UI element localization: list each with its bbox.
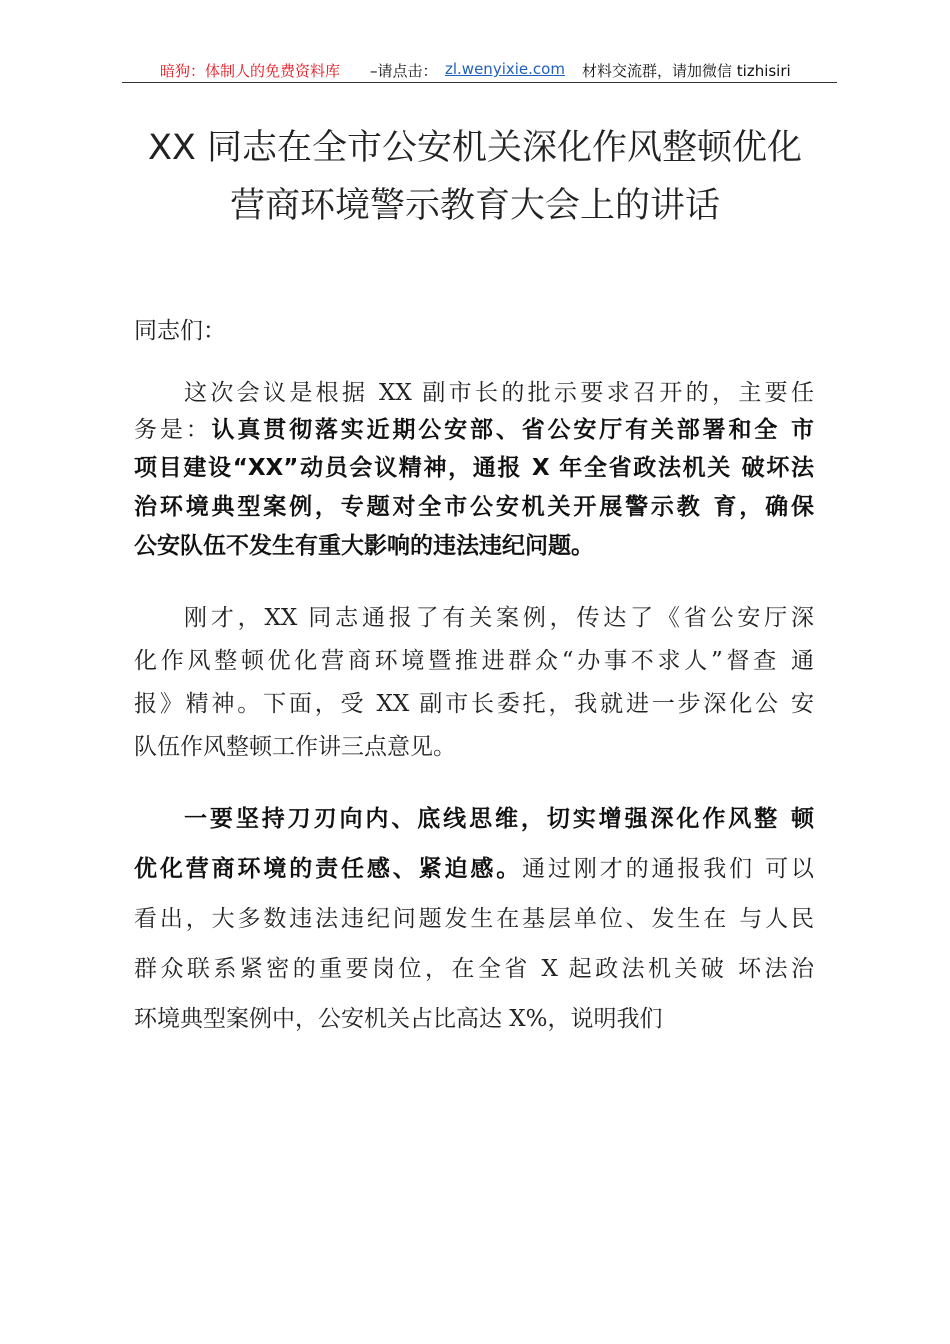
page-header	[122, 58, 837, 83]
paragraph-line	[134, 374, 814, 407]
paragraph-line	[134, 449, 814, 482]
paragraph-line	[134, 488, 814, 521]
salutation: 同志们：	[134, 318, 226, 344]
paragraph-line	[134, 800, 814, 833]
header-promo: 暗狗：体制人的免费资料库	[160, 62, 341, 80]
header-click-label: –请点击：	[370, 62, 438, 80]
paragraph-line	[134, 599, 814, 632]
paragraph-line	[134, 850, 814, 883]
paragraph-line	[134, 642, 814, 675]
bold-text: 认真贯彻落实近期公安部、省公安厅有关部署和全 市	[211, 417, 815, 443]
bold-text: 项目建设“XX”动员会议精神，通报 X 年全省政法机关 破坏法	[134, 455, 814, 481]
paragraph-line	[134, 411, 814, 444]
paragraph-line	[134, 685, 814, 718]
line-text: 这次会议是根据 XX 副市长的批示要求召开的，主要任	[184, 380, 814, 406]
line-text: 务是：	[134, 417, 212, 443]
line-text: 刚才，XX 同志通报了有关案例，传达了《省公安厅深	[184, 605, 814, 631]
title-line-2: 营商环境警示教育大会上的讲话	[229, 186, 720, 226]
line-text: 报》精神。下面，受 XX 副市长委托，我就进一步深化公 安	[134, 691, 814, 717]
line-text: 队伍作风整顿工作讲三点意见。	[134, 734, 456, 760]
line-text: 看出，大多数违法违纪问题发生在基层单位、发生在 与人民	[134, 906, 814, 932]
bold-text: 一要坚持刀刃向内、底线思维，切实增强深化作风整 顿	[184, 806, 814, 832]
paragraph-line	[134, 1000, 814, 1033]
bold-text: 优化营商环境的责任感、紧迫感。	[134, 856, 523, 882]
paragraph-line	[134, 728, 814, 761]
bold-text: 治环境典型案例，专题对全市公安机关开展警示教 育，确保	[134, 494, 814, 520]
title-line-1: XX 同志在全市公安机关深化作风整顿优化	[147, 128, 803, 168]
paragraph-line	[134, 900, 814, 933]
header-wechat: 材料交流群，请加微信 tizhisiri	[582, 62, 791, 80]
line-text: 化作风整顿优化营商环境暨推进群众“办事不求人”督查 通	[134, 648, 814, 674]
line-text: 通过刚才的通报我们 可以	[522, 856, 815, 882]
line-text: 群众联系紧密的重要岗位，在全省 X 起政法机关破 坏法治	[134, 956, 814, 982]
line-text: 环境典型案例中，公安机关占比高达 X%，说明我们	[134, 1006, 663, 1032]
paragraph-line	[134, 527, 814, 560]
bold-text: 公安队伍不发生有重大影响的违法违纪问题。	[134, 533, 594, 559]
header-link[interactable]: zl.wenyixie.com	[445, 60, 565, 78]
paragraph-line	[134, 950, 814, 983]
